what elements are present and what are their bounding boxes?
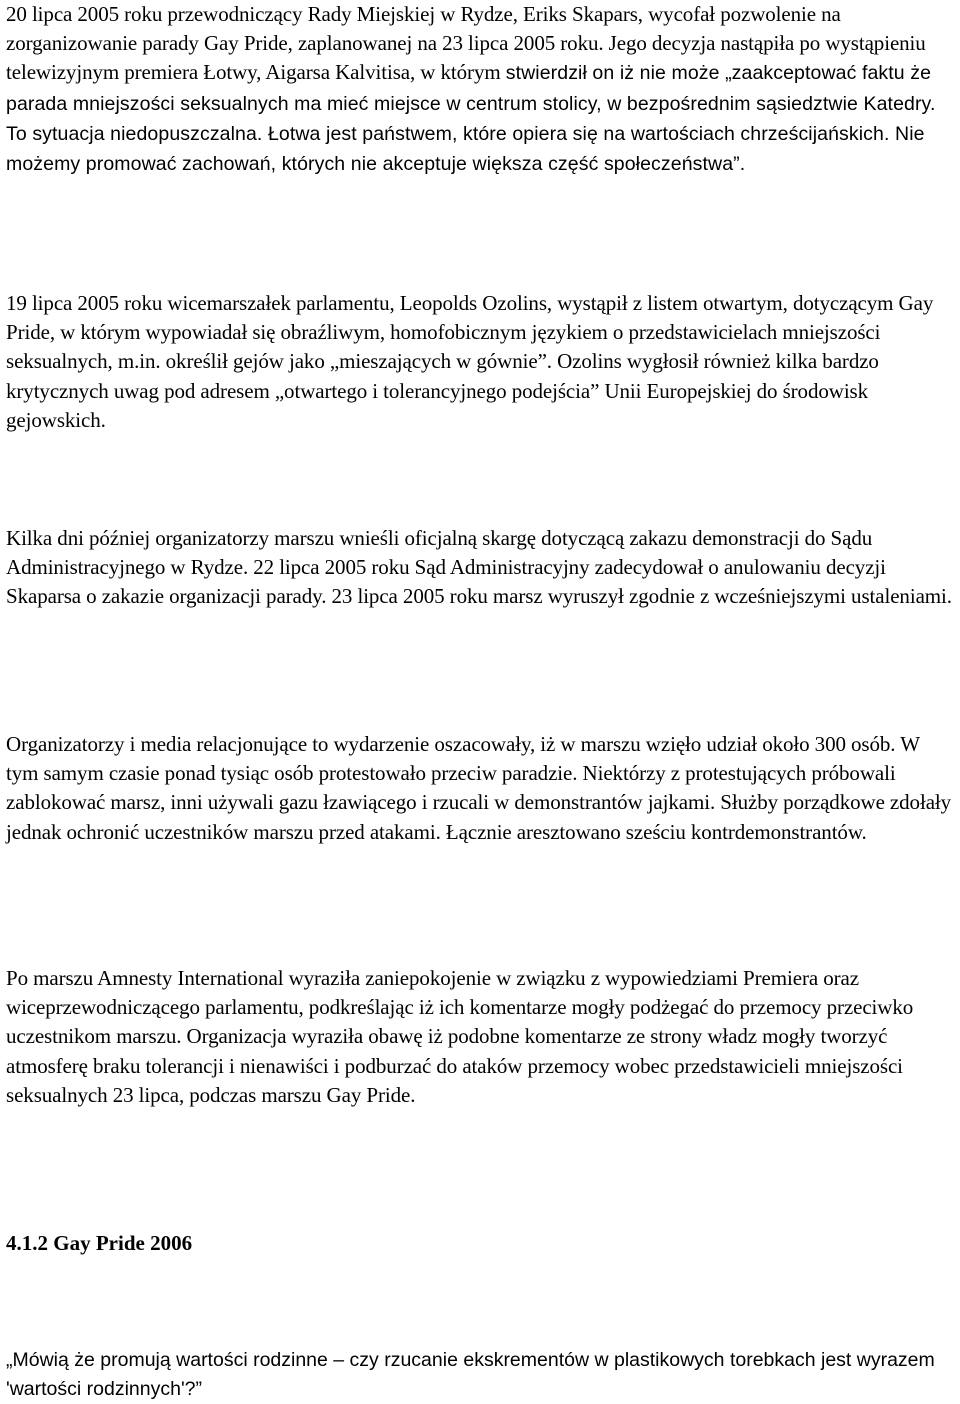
paragraph-ozolins-letter: 19 lipca 2005 roku wicemarszałek parlamentu, Leopolds Ozolins, wystąpił z listem otwartym, dotyczącym Gay Pride, w którym wypowiadał się obraźliwym, homofobicznym językiem o przedstawicielach mniejszości seksualnych, m.in. określił gejów jako „mieszających w gównie”. Ozolins wygłosił również kilka bardzo krytycznych uwag pod adresem „otwartego i tolerancyjnego podejścia” Unii Europejskiej do środowisk gejowskich. bbox=[6, 291, 934, 432]
paragraph-amnesty-international: Po marszu Amnesty International wyraziła zaniepokojenie w związku z wypowiedziami Premiera oraz wiceprzewodniczącego parlamentu, podkreślając iż ich komentarze mogły podżegać do przemocy przeciwko uczestnikom marszu. Organizacja wyraziła obawę iż podobne komentarze ze strony władz mogły tworzyć atmosferę braku tolerancji i nienawiści i podburzać do ataków przemocy wobec przedstawicieli mniejszości seksualnych 23 lipca, podczas marszu Gay Pride. bbox=[6, 966, 914, 1107]
quote-paragraph: „Mówią że promują wartości rodzinne – czy rzucanie ekskrementów w plastikowych torebkach jest wyrazem 'wartości rodzinnych'?” bbox=[6, 1349, 935, 1400]
paragraph-1-part-b: stwierdził on iż nie może „zaakceptować faktu że parada mniejszości seksualnych ma mieć miejsce w centrum stolicy, w bezpośrednim sąsiedztwie Katedry. To sytuacja niedopuszczalna. Łotwa jest państwem, które opiera się na wartościach chrześcijańskich. Nie możemy promować zachowań, których nie akceptuje większa część społeczeństwa”. bbox=[6, 62, 936, 176]
section-heading: 4.1.2 Gay Pride 2006 bbox=[6, 1231, 193, 1255]
paragraph-march-attendance: Organizatorzy i media relacjonujące to wydarzenie oszacowały, iż w marszu wzięło udział około 300 osób. W tym samym czasie ponad tysiąc osób protestowało przeciw paradzie. Niektórzy z protestujących próbowali zablokować marsz, inni używali gazu łzawiącego i rzucali w demonstrantów jajkami. Służby porządkowe zdołały jednak ochronić uczestników marszu przed atakami. Łącznie aresztowano sześciu kontrdemonstrantów. bbox=[6, 732, 952, 844]
paragraph-riga-ban bbox=[6, 0, 956, 179]
paragraph-court-appeal: Kilka dni później organizatorzy marszu wnieśli oficjalną skargę dotyczącą zakazu demonstracji do Sądu Administracyjnego w Rydze. 22 lipca 2005 roku Sąd Administracyjny zadecydował o anulowaniu decyzji Skaparsa o zakazie organizacji parady. 23 lipca 2005 roku marsz wyruszył zgodnie z wcześniejszymi ustaleniami. bbox=[6, 526, 952, 609]
paragraph-1-part-a: 20 lipca 2005 roku przewodniczący Rady Miejskiej w Rydze, Eriks Skapars, wycofał pozwolenie na zorganizowanie parady Gay Pride, zaplanowanej na 23 lipca 2005 roku. Jego decyzja nastąpiła po wystąpieniu telewizyjnym premiera Łotwy, Aigarsa Kalvitisa, w którym bbox=[6, 2, 926, 85]
